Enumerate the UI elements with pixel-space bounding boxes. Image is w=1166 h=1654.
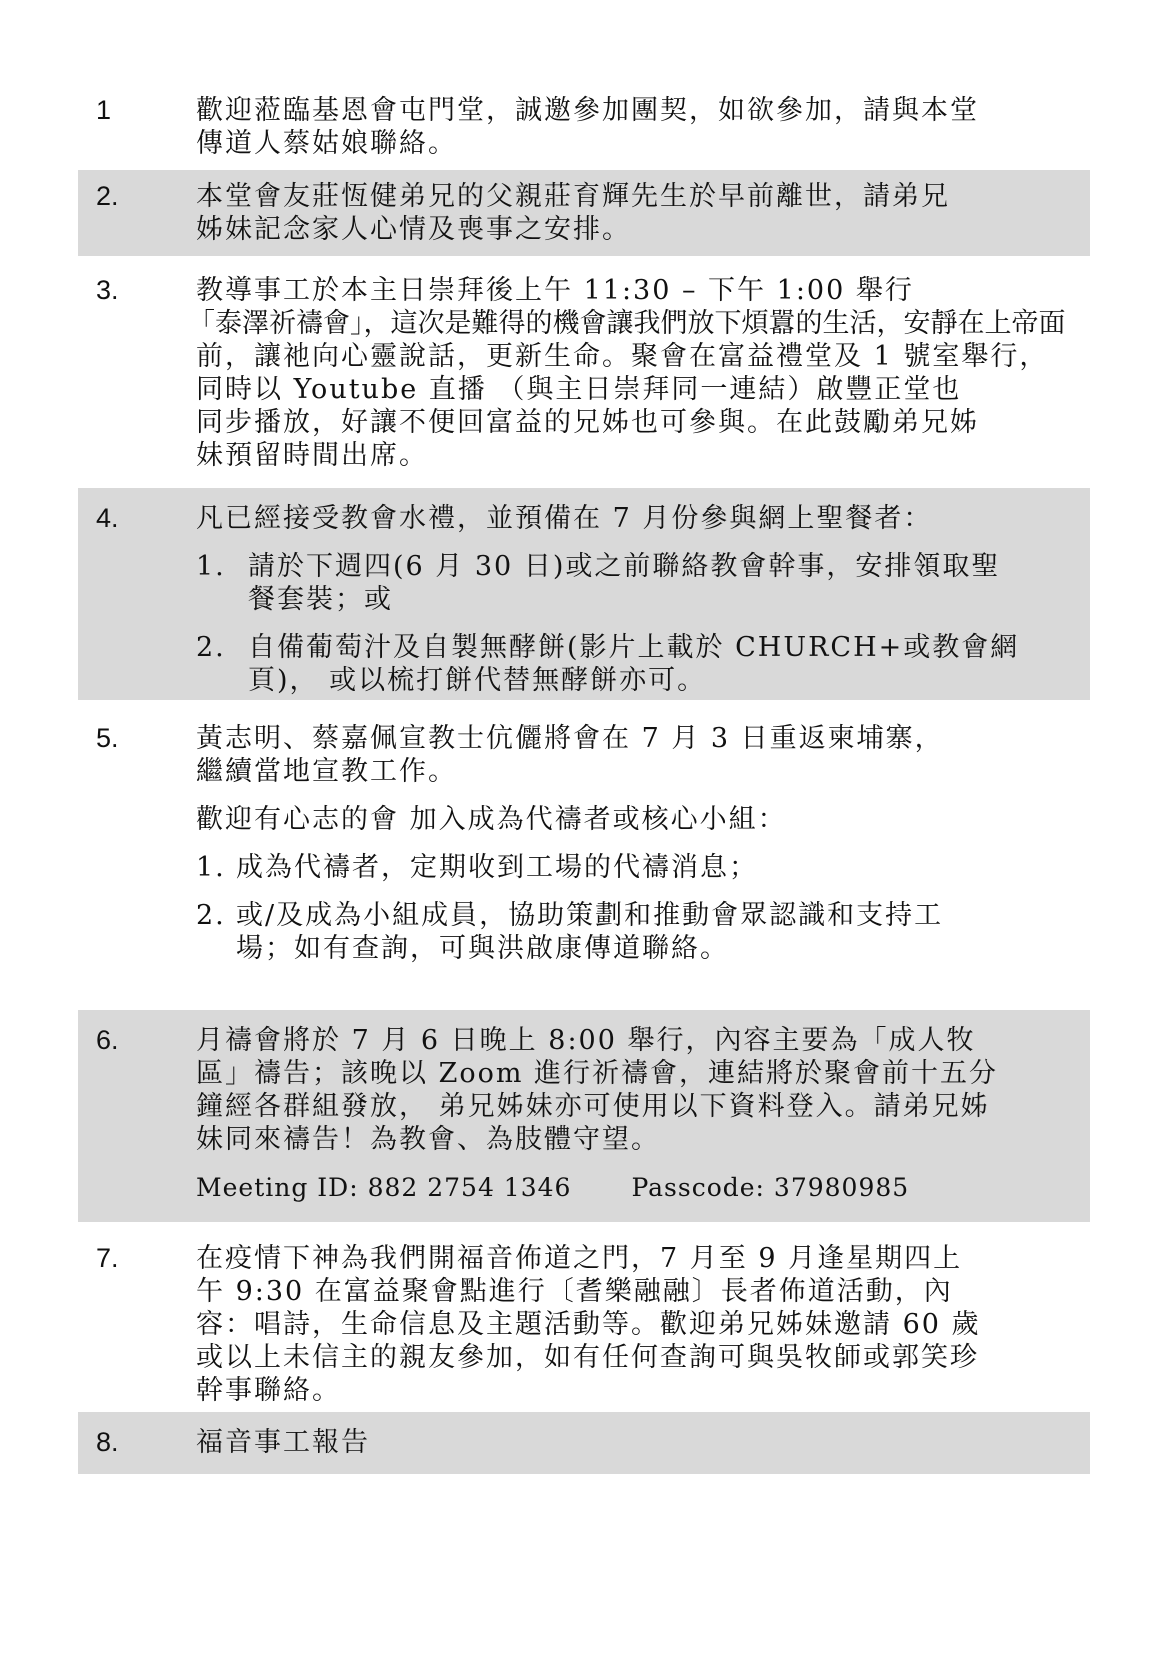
item-text-line: 鐘經各群組發放， 弟兄姊妹亦可使用以下資料登入。請弟兄姊	[196, 1091, 990, 1122]
sub-item-number: 2.	[196, 632, 226, 663]
item-number: 3.	[96, 275, 119, 305]
sub-item-line: 場；如有查詢，可與洪啟康傳道聯絡。	[236, 933, 729, 964]
announcement-3	[78, 270, 1090, 480]
item-text-line: 午 9:30 在富益聚會點進行〔耆樂融融〕長者佈道活動，內	[196, 1276, 953, 1307]
sub-item	[196, 631, 1080, 697]
item-number: 4.	[96, 503, 119, 533]
sub-item-line: 頁)， 或以梳打餅代替無酵餅亦可。	[248, 665, 707, 696]
sub-item-line: 餐套裝；或	[248, 584, 393, 615]
item-text-line: 在疫情下神為我們開福音佈道之門，7 月至 9 月逢星期四上	[196, 1243, 963, 1274]
item-text-line: 妹同來禱告！為教會、為肢體守望。	[196, 1124, 660, 1155]
sub-item	[196, 851, 1080, 884]
item-number: 6.	[96, 1025, 119, 1055]
announcement-2	[78, 170, 1090, 256]
item-text-line: 黃志明、蔡嘉佩宣教士伉儷將會在 7 月 3 日重返柬埔寨，	[196, 723, 944, 754]
sub-item-line: 或/及成為小組成員，協助策劃和推動會眾認識和支持工	[236, 900, 944, 931]
item-number: 8.	[96, 1427, 119, 1457]
sub-item-number: 1.	[196, 551, 226, 582]
meeting-passcode: Passcode: 37980985	[631, 1173, 910, 1202]
sub-item-line: 自備葡萄汁及自製無酵餅(影片上載於 CHURCH+或教會網	[248, 632, 1020, 663]
item-text-line: 區」禱告；該晚以 Zoom 進行祈禱會，連結將於聚會前十五分	[196, 1058, 999, 1089]
item-text-line: 繼續當地宣教工作。	[196, 756, 457, 787]
meeting-id: Meeting ID: 882 2754 1346	[196, 1173, 572, 1202]
item-text-line: 「泰澤祈禱會」，這次是難得的機會讓我們放下煩囂的生活，安靜在上帝面	[188, 308, 1066, 339]
item-text-line: 同步播放，好讓不便回富益的兄姊也可參與。在此鼓勵弟兄姊	[196, 407, 979, 438]
announcement-6	[78, 1010, 1090, 1222]
item-text-line: 本堂會友莊恆健弟兄的父親莊育輝先生於早前離世，請弟兄	[196, 181, 950, 212]
announcement-7	[78, 1238, 1090, 1408]
item-text-line: 歡迎蒞臨基恩會屯門堂，誠邀參加團契，如欲參加，請與本堂	[196, 95, 979, 126]
meeting-info	[196, 1171, 1080, 1204]
item-text-line: 福音事工報告	[196, 1427, 370, 1458]
sub-item-line: 成為代禱者，定期收到工場的代禱消息；	[236, 852, 758, 883]
item-text-line: 月禱會將於 7 月 6 日晚上 8:00 舉行，內容主要為「成人牧	[196, 1025, 976, 1056]
announcement-1	[78, 88, 1090, 162]
item-text-line: 前，讓祂向心靈說話，更新生命。聚會在富益禮堂及 1 號室舉行，	[196, 341, 1049, 372]
sub-item	[196, 899, 1080, 965]
announcement-8	[78, 1412, 1090, 1474]
item-welcome: 歡迎有心志的會 加入成為代禱者或核心小組：	[196, 804, 787, 835]
item-text-line: 傳道人蔡姑娘聯絡。	[196, 128, 457, 159]
announcement-4	[78, 488, 1090, 700]
sub-item-number: 2.	[196, 900, 226, 931]
item-text-line: 或以上未信主的親友參加，如有任何查詢可與吳牧師或郭笑珍	[196, 1342, 979, 1373]
sub-item	[196, 550, 1080, 616]
item-text-line: 同時以 Youtube 直播 （與主日崇拜同一連結）啟豐正堂也	[196, 374, 962, 405]
item-text-line: 妹預留時間出席。	[196, 440, 428, 471]
item-text-line: 容：唱詩，生命信息及主題活動等。歡迎弟兄姊妹邀請 60 歲	[196, 1309, 981, 1340]
announcement-5	[78, 714, 1090, 974]
item-number: 2.	[96, 181, 119, 211]
sub-item-number: 1.	[196, 852, 226, 883]
item-text-line: 姊妹記念家人心情及喪事之安排。	[196, 214, 631, 245]
item-number: 1	[96, 95, 112, 125]
sub-item-line: 請於下週四(6 月 30 日)或之前聯絡教會幹事，安排領取聖	[248, 551, 1001, 582]
item-text-line: 教導事工於本主日崇拜後上午 11:30 – 下午 1:00 舉行	[196, 275, 914, 306]
item-number: 7.	[96, 1243, 119, 1273]
item-intro: 凡已經接受教會水禮，並預備在 7 月份參與網上聖餐者：	[196, 503, 933, 534]
item-text-line: 幹事聯絡。	[196, 1375, 341, 1406]
item-number: 5.	[96, 723, 119, 753]
